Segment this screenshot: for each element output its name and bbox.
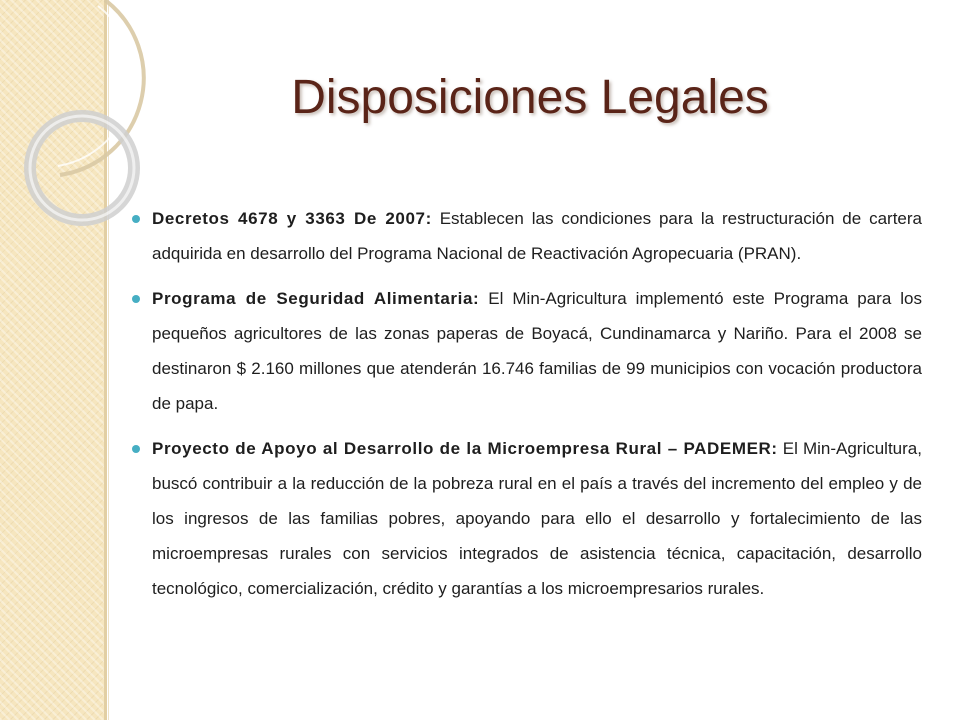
bullet-text: Establecen las condiciones para la restructuración de cartera adquirida en desarrollo del Programa Nacional de Reactivación Agropecuaria (PRAN).: [152, 209, 922, 263]
band-edge-line-inner: [108, 0, 109, 720]
bullet-item: [132, 201, 922, 271]
bullet-label: Proyecto de Apoyo al Desarrollo de la Microempresa Rural – PADEMER:: [152, 439, 778, 458]
slide-title: Disposiciones Legales: [291, 71, 769, 124]
bullet-dot-icon: [132, 445, 140, 453]
bullet-item: [132, 281, 922, 421]
bullet-dot-icon: [132, 215, 140, 223]
bullet-dot-icon: [132, 295, 140, 303]
bullet-label: Decretos 4678 y 3363 De 2007:: [152, 209, 432, 228]
bullet-label: Programa de Seguridad Alimentaria:: [152, 289, 480, 308]
band-edge-line: [104, 0, 107, 720]
bullet-text: El Min-Agricultura implementó este Programa para los pequeños agricultores de las zonas paperas de Boyacá, Cundinamarca y Nariño. Para el 2008 se destinaron $ 2.160 millones que atenderán 16.746 familias de 99 municipios con vocación productora de papa.: [152, 289, 923, 413]
bullet-list: [132, 201, 922, 616]
decorative-band: [0, 0, 104, 720]
bullet-text: El Min-Agricultura, buscó contribuir a la reducción de la pobreza rural en el país a través del incremento del empleo y de los ingresos de las familias pobres, apoyando para ello el desarrollo y fortalecimiento de las microempresas rurales con servicios integrados de asistencia técnica, capacitación, desarrollo tecnológico, comercialización, crédito y garantías a los microempresarios rurales.: [152, 439, 922, 598]
bullet-item: [132, 431, 922, 606]
